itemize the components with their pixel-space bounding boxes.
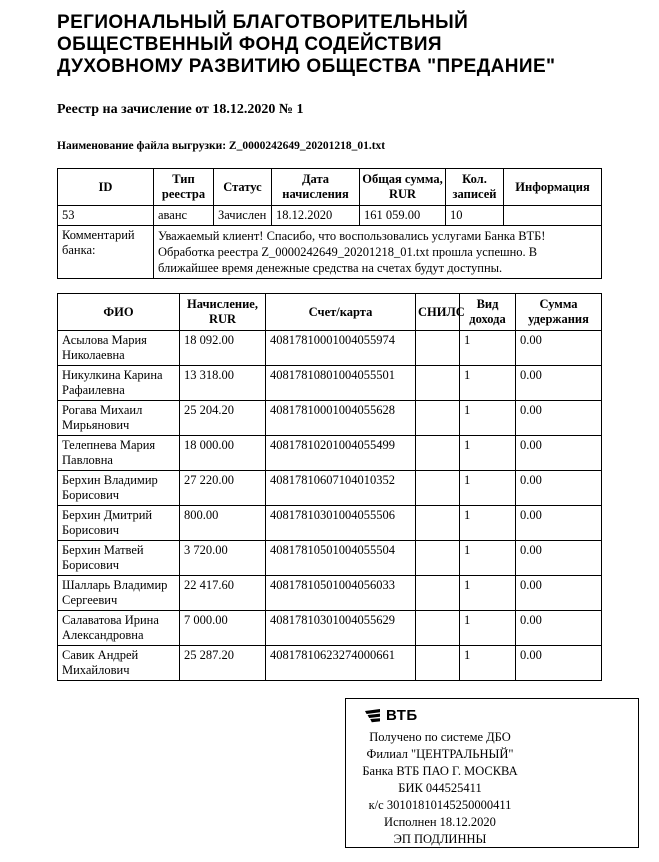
payment-cell-snils: [416, 646, 460, 681]
summary-header-info: Информация: [504, 169, 602, 206]
payment-cell-snils: [416, 366, 460, 401]
summary-cell-id: 53: [58, 206, 154, 226]
payment-cell-amount: 25 204.20: [180, 401, 266, 436]
payment-cell-fio: Никулкина Карина Рафаилевна: [58, 366, 180, 401]
payment-cell-fio: Рогава Михаил Мирьянович: [58, 401, 180, 436]
payment-cell-withholding: 0.00: [516, 611, 602, 646]
payment-cell-fio: Салаватова Ирина Александровна: [58, 611, 180, 646]
summary-header-row: [58, 169, 602, 206]
payment-cell-fio: Савик Андрей Михайлович: [58, 646, 180, 681]
stamp-line: Получено по системе ДБО: [369, 730, 511, 744]
summary-cell-type: аванс: [154, 206, 214, 226]
payment-row: [58, 646, 602, 681]
vtb-logo: [364, 707, 638, 724]
payment-cell-withholding: 0.00: [516, 401, 602, 436]
payments-header-snils: СНИЛС: [416, 294, 460, 331]
payment-cell-snils: [416, 436, 460, 471]
payment-cell-withholding: 0.00: [516, 436, 602, 471]
organization-title-line: РЕГИОНАЛЬНЫЙ БЛАГОТВОРИТЕЛЬНЫЙ: [57, 12, 469, 33]
payment-row: [58, 366, 602, 401]
payment-cell-amount: 800.00: [180, 506, 266, 541]
summary-cell-status: Зачислен: [214, 206, 272, 226]
payment-cell-snils: [416, 471, 460, 506]
payment-cell-amount: 18 000.00: [180, 436, 266, 471]
payment-cell-fio: Берхин Владимир Борисович: [58, 471, 180, 506]
stamp-line: Филиал "ЦЕНТРАЛЬНЫЙ": [366, 747, 514, 761]
payment-cell-snils: [416, 611, 460, 646]
stamp-line: Исполнен 18.12.2020: [384, 815, 496, 829]
payment-cell-snils: [416, 401, 460, 436]
summary-cell-date: 18.12.2020: [272, 206, 360, 226]
organization-title: [57, 12, 617, 78]
payment-cell-income-type: 1: [460, 366, 516, 401]
payment-cell-account: 40817810301004055629: [266, 611, 416, 646]
vtb-logo-text: ВТБ: [386, 707, 418, 724]
payment-cell-account: 40817810801004055501: [266, 366, 416, 401]
payment-cell-snils: [416, 331, 460, 366]
payment-row: [58, 331, 602, 366]
payments-table: [57, 293, 602, 681]
summary-header-date: Дата начисления: [272, 169, 360, 206]
registry-title: Реестр на зачисление от 18.12.2020 № 1: [57, 102, 304, 117]
bank-comment-label: Комментарий банка:: [58, 226, 154, 279]
payment-cell-withholding: 0.00: [516, 541, 602, 576]
bank-comment-text: Уважаемый клиент! Спасибо, что воспользовались услугами Банка ВТБ! Обработка реестра Z_0000242649_20201218_01.txt прошла успешно. В ближайшее время денежные средства на счетах будут доступны.: [154, 226, 602, 279]
payment-cell-account: 40817810623274000661: [266, 646, 416, 681]
payment-cell-withholding: 0.00: [516, 366, 602, 401]
payment-cell-withholding: 0.00: [516, 646, 602, 681]
bank-stamp: [345, 698, 639, 848]
stamp-line: ЭП ПОДЛИННЫ: [393, 832, 487, 846]
summary-table: [57, 168, 602, 279]
summary-cell-info: [504, 206, 602, 226]
stamp-text-block: [352, 729, 528, 848]
stamp-line: к/с 30101810145250000411: [368, 798, 512, 812]
vtb-wing-icon: [364, 709, 381, 723]
payment-cell-amount: 25 287.20: [180, 646, 266, 681]
payment-row: [58, 471, 602, 506]
payment-cell-amount: 18 092.00: [180, 331, 266, 366]
payment-cell-account: 40817810001004055628: [266, 401, 416, 436]
payment-cell-account: 40817810607104010352: [266, 471, 416, 506]
payment-cell-income-type: 1: [460, 401, 516, 436]
summary-header-total: Общая сумма, RUR: [360, 169, 446, 206]
payment-cell-snils: [416, 506, 460, 541]
payment-cell-amount: 22 417.60: [180, 576, 266, 611]
payment-cell-account: 40817810501004056033: [266, 576, 416, 611]
payment-cell-account: 40817810001004055974: [266, 331, 416, 366]
summary-data-row: [58, 206, 602, 226]
payment-cell-amount: 27 220.00: [180, 471, 266, 506]
payment-cell-fio: Шалларь Владимир Сергеевич: [58, 576, 180, 611]
stamp-line: БИК 044525411: [398, 781, 482, 795]
summary-header-count: Кол. записей: [446, 169, 504, 206]
payment-row: [58, 506, 602, 541]
payment-cell-income-type: 1: [460, 331, 516, 366]
organization-title-line: ДУХОВНОМУ РАЗВИТИЮ ОБЩЕСТВА "ПРЕДАНИЕ": [57, 56, 556, 77]
payments-table-body: [58, 331, 602, 681]
payments-header-account: Счет/карта: [266, 294, 416, 331]
payment-cell-income-type: 1: [460, 576, 516, 611]
payment-cell-income-type: 1: [460, 506, 516, 541]
summary-header-type: Тип реестра: [154, 169, 214, 206]
payment-cell-fio: Берхин Дмитрий Борисович: [58, 506, 180, 541]
payment-cell-fio: Асылова Мария Николаевна: [58, 331, 180, 366]
organization-title-line: ОБЩЕСТВЕННЫЙ ФОНД СОДЕЙСТВИЯ: [57, 34, 442, 55]
payment-row: [58, 611, 602, 646]
summary-header-id: ID: [58, 169, 154, 206]
summary-cell-count: 10: [446, 206, 504, 226]
payment-cell-withholding: 0.00: [516, 506, 602, 541]
payment-cell-account: 40817810301004055506: [266, 506, 416, 541]
summary-header-status: Статус: [214, 169, 272, 206]
payment-cell-withholding: 0.00: [516, 471, 602, 506]
payment-cell-income-type: 1: [460, 436, 516, 471]
payment-cell-income-type: 1: [460, 611, 516, 646]
payment-cell-withholding: 0.00: [516, 576, 602, 611]
payment-row: [58, 401, 602, 436]
payment-cell-withholding: 0.00: [516, 331, 602, 366]
payment-cell-income-type: 1: [460, 471, 516, 506]
payments-header-income-type: Вид дохода: [460, 294, 516, 331]
payments-header-withholding: Сумма удержания: [516, 294, 602, 331]
payment-cell-account: 40817810501004055504: [266, 541, 416, 576]
payment-row: [58, 541, 602, 576]
payment-cell-fio: Берхин Матвей Борисович: [58, 541, 180, 576]
payment-cell-income-type: 1: [460, 646, 516, 681]
export-file-name: Наименование файла выгрузки: Z_0000242649_20201218_01.txt: [57, 140, 386, 152]
payment-cell-amount: 13 318.00: [180, 366, 266, 401]
payment-cell-snils: [416, 576, 460, 611]
stamp-line: Банка ВТБ ПАО Г. МОСКВА: [362, 764, 518, 778]
payment-row: [58, 436, 602, 471]
payment-cell-snils: [416, 541, 460, 576]
payment-cell-fio: Телепнева Мария Павловна: [58, 436, 180, 471]
payments-header-fio: ФИО: [58, 294, 180, 331]
payment-cell-amount: 3 720.00: [180, 541, 266, 576]
payments-header-row: [58, 294, 602, 331]
bank-comment-row: [58, 226, 602, 279]
payment-cell-amount: 7 000.00: [180, 611, 266, 646]
payment-cell-income-type: 1: [460, 541, 516, 576]
payment-cell-account: 40817810201004055499: [266, 436, 416, 471]
payments-header-amount: Начисление, RUR: [180, 294, 266, 331]
summary-cell-total: 161 059.00: [360, 206, 446, 226]
payment-row: [58, 576, 602, 611]
